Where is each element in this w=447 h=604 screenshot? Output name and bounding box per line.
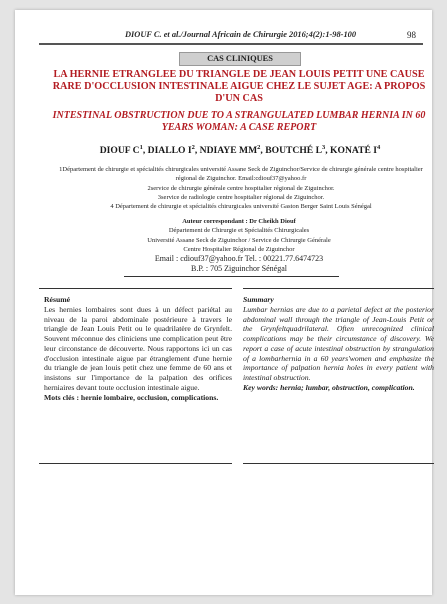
abstract-top-rule <box>124 276 339 277</box>
abstract-fr-bottom-rule <box>39 463 232 464</box>
abstract-en-rule <box>243 288 434 289</box>
correspondence-line: Université Assane Seck de Ziguinchor / Service de Chirurgie Générale <box>147 236 331 244</box>
abstract-fr-heading: Résumé <box>44 295 71 304</box>
abstract-fr-keywords: Mots clés : hernie lombaire, occlusion, complications. <box>44 392 219 402</box>
article-title-en: INTESTINAL OBSTRUCTION DUE TO A STRANGULATED LUMBAR HERNIA IN 60 YEARS WOMAN: A CASE REPORT <box>52 110 426 133</box>
affiliations <box>49 165 433 211</box>
abstract-en-keywords: Key words: hernia; lumbar, obstruction, complication. <box>243 382 415 392</box>
author-name: KONATÉ I <box>330 145 378 157</box>
header-rule <box>39 43 423 45</box>
running-head: DIOUF C. et al./Journal Africain de Chirurgie 2016;4(2):1-98-100 <box>125 30 357 39</box>
journal-page <box>15 10 432 595</box>
abstract-en-body: Lumbar hernias are due to a parietal defect at the posterior abdominal wall through the triangle of Jean-Louis Petit or the Grynfeltquadrilateral. Often unrecognized clinical complications may be their circumstance of discovery. We report a case of acute intestinal obstruction by strangulation of a lombarhernia in a 60 years'women and emphasize the importance of palpation hernia holes in every patient with intestinal obstruction. <box>243 304 434 382</box>
correspondence-line: Département de Chirurgie et Spécialités Chirurgicales <box>168 227 310 235</box>
author-name: BOUTCHÉ L <box>265 145 322 157</box>
affiliation-line: 3service de radiologie centre hospitalier régional de Ziguinchor. <box>157 193 325 201</box>
abstract-fr-body: Les hernies lombaires sont dues à un défect pariétal au niveau de la paroi abdominale postérieure à travers le triangle de Jean Louis Petit ou le quadrilatère de Grynfelt. Souvent méconnue des cliniciens une complication peut être leur circonstance de découverte. Nous rapportons ici un cas d'occlusion intestinale aigue par étranglement d'une hernie du triangle de jean louis petit chez une femme de 60 ans et insistons sur l'importance de la palpation des orifices herniaires devant toute occlusion intestinale aigue. <box>44 304 232 392</box>
correspondence-contact: Email : cdiouf37@yahoo.fr Tel. : 00221.77.6474723 <box>154 254 324 264</box>
page-number: 98 <box>407 30 416 40</box>
author-affil-mark: 3 <box>321 144 326 151</box>
abstract-fr-rule <box>39 288 232 289</box>
abstract-fr <box>44 295 232 402</box>
author-affil-mark: 2 <box>191 144 195 151</box>
author-list: DIOUF $C^1$, DIALLO $I^2$, NDIAYE $MM^2$, BOUTCHÉ $L^3$, KONATÉ $I^4$ <box>99 144 381 157</box>
abstract-en <box>243 295 434 393</box>
article-title-fr: LA HERNIE ETRANGLEE DU TRIANGLE DE JEAN LOUIS PETIT UNE CAUSE RARE D'OCCLUSION INTESTINALE AIGUE CHEZ LE SUJET AGE: A PROPOS D'UN CAS <box>52 69 426 104</box>
affiliation-line: 2service de chirurgie générale centre hospitalier régional de Ziguinchor. <box>147 184 335 192</box>
affiliation-line: 1Département de chirurgie et spécialités chirurgicales université Assane Seck de Ziguinchor/Service de chirurgie générale centre hospitalier régional de Ziguinchor. Email:cdiouf37@yahoo.fr <box>59 166 423 183</box>
correspondence-line: Centre Hospitalier Régional de Ziguinchor <box>183 245 295 253</box>
author-affil-mark: 1 <box>139 144 143 151</box>
abstract-en-bottom-rule <box>243 463 434 464</box>
affiliation-line: 4 Département de chirurgie et spécialités chirurgicales université Gaston Berger Saint Louis Sénégal <box>110 203 372 211</box>
correspondence-block <box>127 217 351 273</box>
author-name: NDIAYE MM <box>199 145 258 157</box>
author-affil-mark: 2 <box>257 144 261 151</box>
correspondence-label: Auteur correspondant : Dr Cheikh Diouf <box>182 218 296 225</box>
abstract-en-heading: Summary <box>243 295 274 304</box>
author-affil-mark: 4 <box>377 144 381 151</box>
author-name: DIALLO I <box>147 145 192 157</box>
author-name: DIOUF C <box>99 145 140 157</box>
correspondence-postal: B.P. : 705 Ziguinchor Sénégal <box>191 263 287 273</box>
section-label: CAS CLINIQUES <box>179 52 301 66</box>
